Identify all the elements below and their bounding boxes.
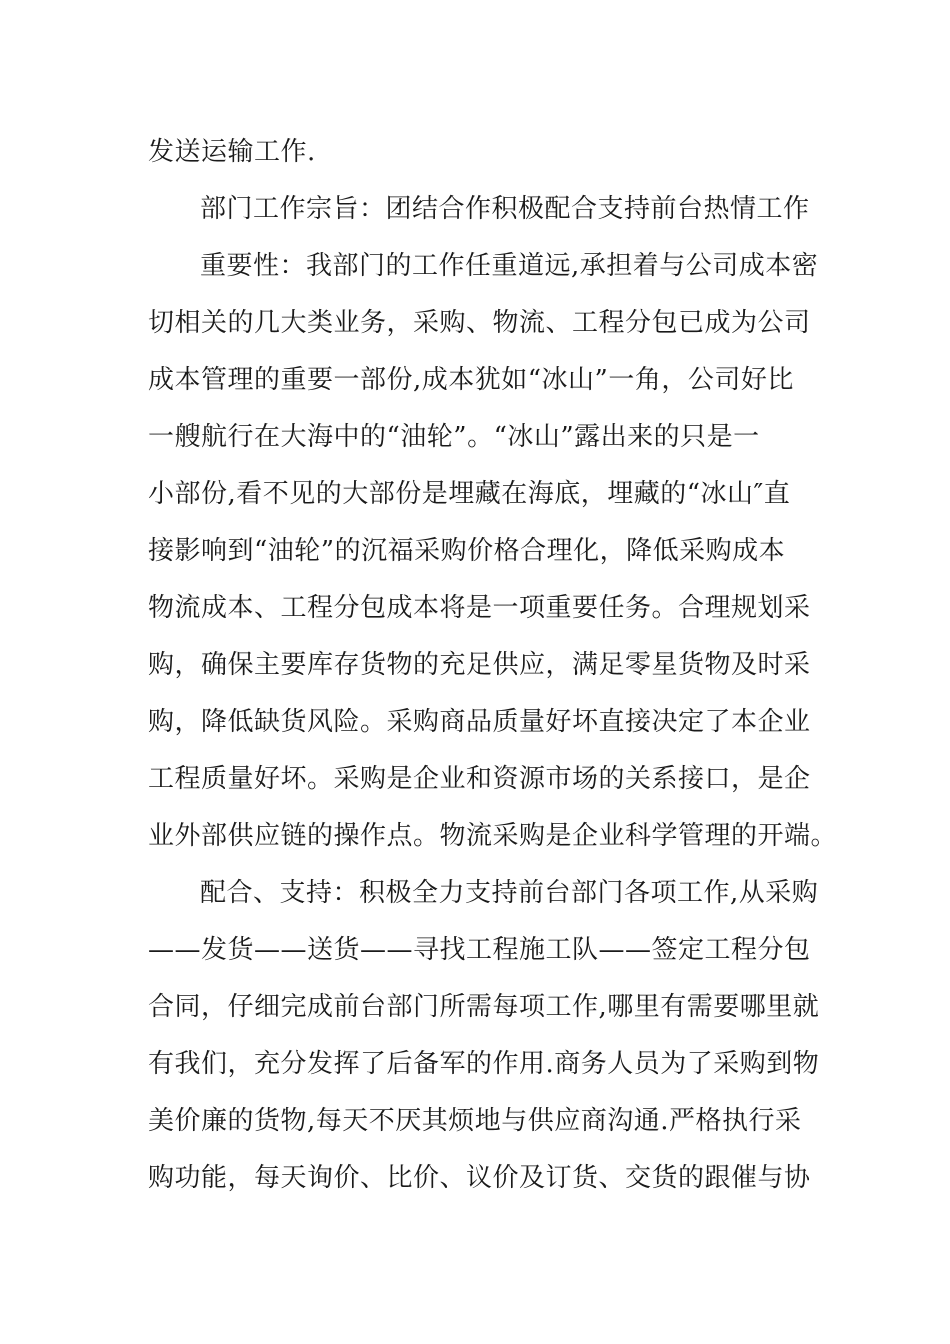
text-line: 有我们，充分发挥了后备军的作用.商务人员为了采购到物 — [148, 1049, 820, 1079]
text-line: 成本管理的重要一部份,成本犹如“冰山”一角，公司好比 — [148, 365, 794, 395]
text-line: 合同，仔细完成前台部门所需每项工作,哪里有需要哪里就 — [148, 992, 820, 1022]
text-line: 物流成本、工程分包成本将是一项重要任务。合理规划采 — [148, 593, 811, 623]
text-line: 小部份,看不见的大部份是埋藏在海底，埋藏的“冰山″直 — [148, 479, 791, 509]
text-line: 购功能，每天询价、比价、议价及订货、交货的跟催与协 — [148, 1163, 811, 1193]
text-line: 业外部供应链的操作点。物流采购是企业科学管理的开端。 — [148, 821, 838, 851]
text-line: 重要性：我部门的工作任重道远,承担着与公司成本密 — [200, 251, 819, 281]
text-line: 切相关的几大类业务，采购、物流、工程分包已成为公司 — [148, 308, 811, 338]
text-line: ——发货——送货——寻找工程施工队——签定工程分包 — [148, 935, 811, 965]
text-line: 购，降低缺货风险。采购商品质量好坏直接决定了本企业 — [148, 707, 811, 737]
text-line: 配合、支持：积极全力支持前台部门各项工作,从采购 — [200, 878, 819, 908]
text-line: 一艘航行在大海中的“油轮”。“冰山”露出来的只是一 — [148, 422, 760, 452]
text-line: 购，确保主要库存货物的充足供应，满足零星货物及时采 — [148, 650, 811, 680]
body-text — [148, 124, 838, 1207]
text-line: 工程质量好坏。采购是企业和资源市场的关系接口，是企 — [148, 764, 811, 794]
text-line: 美价廉的货物,每天不厌其烦地与供应商沟通.严格执行采 — [148, 1106, 802, 1136]
text-line: 部门工作宗旨：团结合作积极配合支持前台热情工作 — [200, 194, 810, 224]
text-line: 接影响到“油轮”的沉福采购价格合理化，降低采购成本 — [148, 536, 786, 566]
text-line: 发送运输工作. — [148, 137, 316, 167]
